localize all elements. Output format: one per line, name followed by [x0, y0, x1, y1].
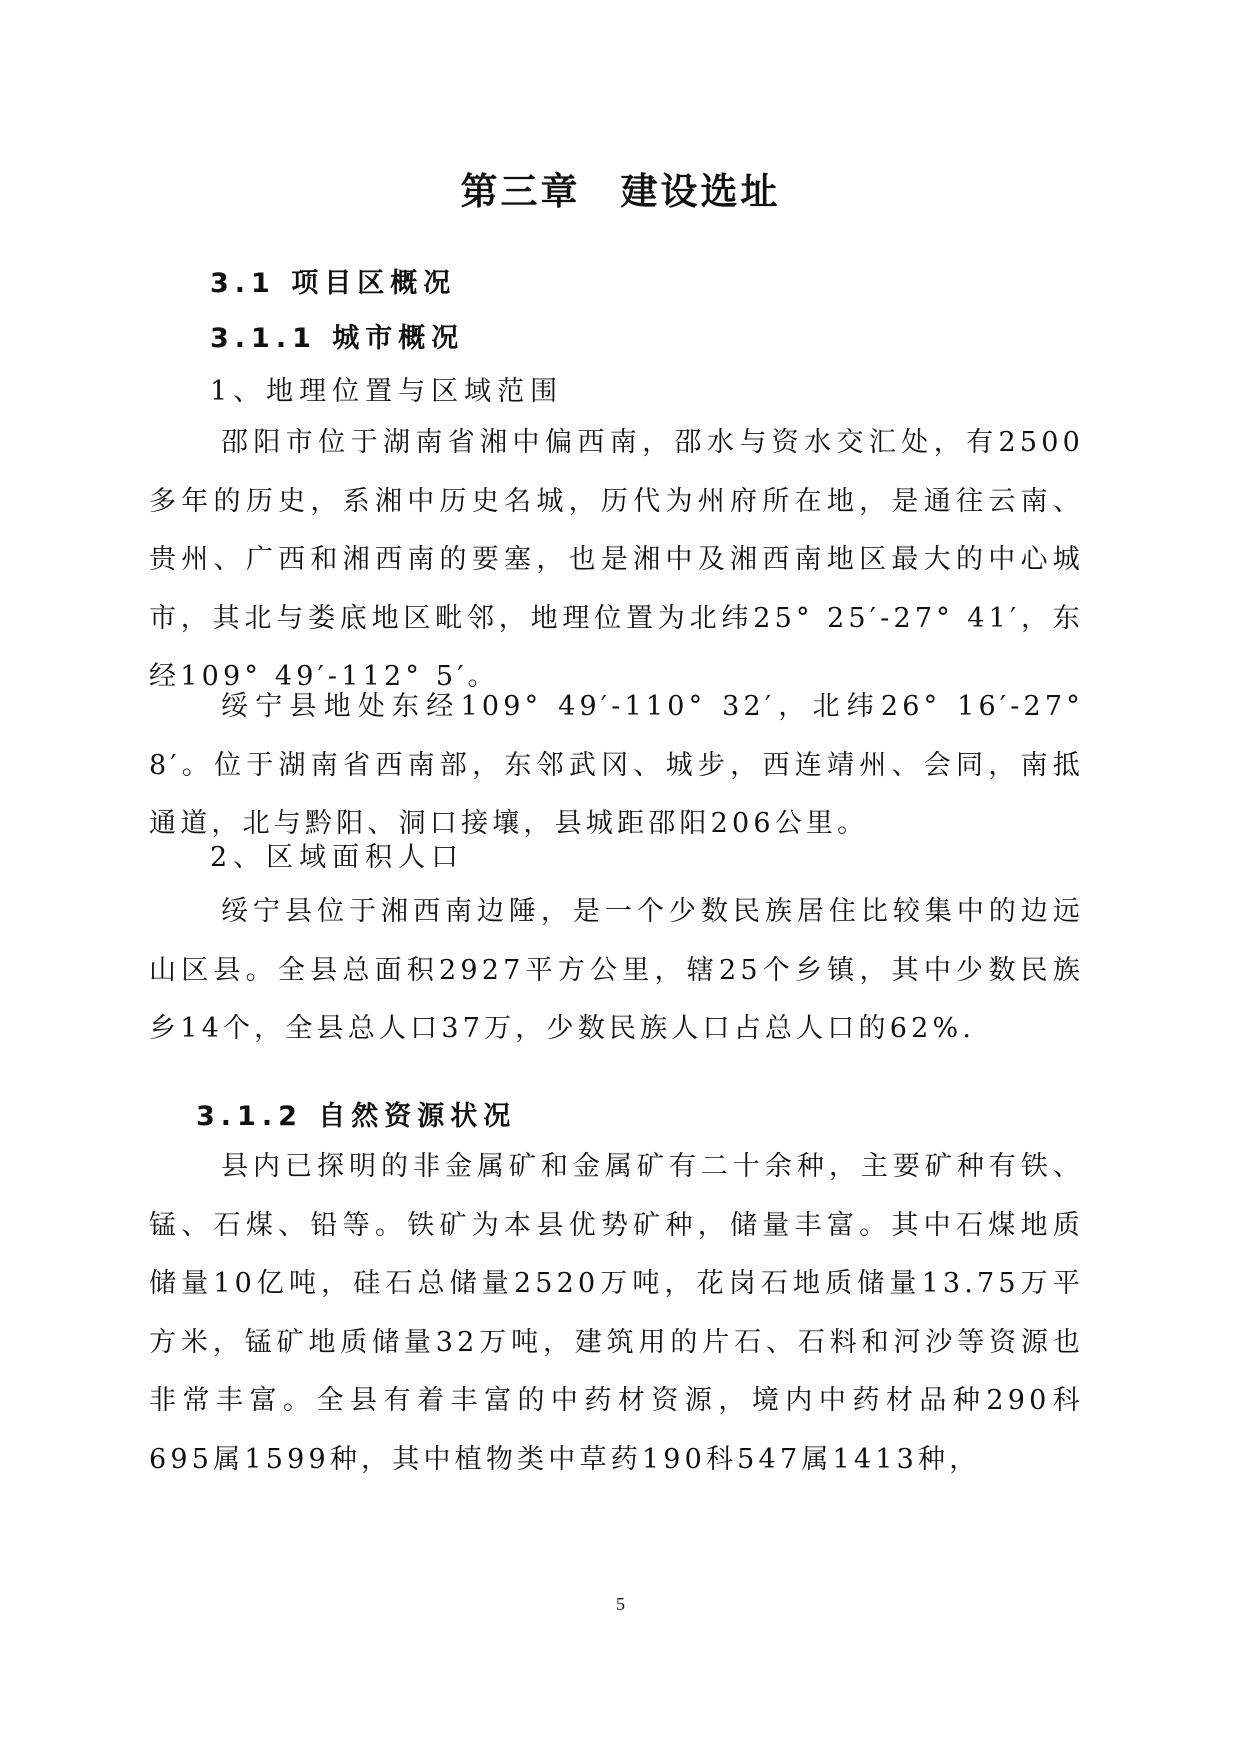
item-heading-location: 1、地理位置与区域范围 [210, 376, 564, 407]
paragraph-shaoyang-location: 邵阳市位于湖南省湘中偏西南，邵水与资水交汇处，有2500多年的历史，系湘中历史名城，历代为州府所在地，是通往云南、贵州、广西和湘西南的要塞，也是湘中及湘西南地区最大的中心城市，其北与娄底地区毗邻，地理位置为北纬25° 25′-27° 41′，东经109° 49′-112° 5′。 [149, 427, 1084, 692]
paragraph-suining-location: 绥宁县地处东经109° 49′-110° 32′，北纬26° 16′-27° 8′。位于湖南省西南部，东邻武冈、城步，西连靖州、会同，南抵通道，北与黔阳、洞口接壤，县城距邵阳206公里。 [149, 691, 1084, 839]
paragraph-area-population: 绥宁县位于湘西南边陲，是一个少数民族居住比较集中的边远山区县。全县总面积2927平方公里，辖25个乡镇，其中少数民族乡14个，全县总人口37万，少数民族人口占总人口的62%. [149, 896, 1084, 1044]
section-heading-3-1: 3.1 项目区概况 [210, 268, 457, 299]
section-heading-3-1-2: 3.1.2 自然资源状况 [196, 1101, 517, 1132]
section-heading-3-1-1: 3.1.1 城市概况 [210, 323, 465, 354]
paragraph-natural-resources: 县内已探明的非金属矿和金属矿有二十余种，主要矿种有铁、锰、石煤、铅等。铁矿为本县优势矿种，储量丰富。其中石煤地质储量10亿吨，硅石总储量2520万吨，花岗石地质储量13.75万平方米，锰矿地质储量32万吨，建筑用的片石、石料和河沙等资源也非常丰富。全县有着丰富的中药材资源，境内中药材品种290科695属1599种，其中植物类中草药190科547属1413种， [149, 1151, 1084, 1475]
chapter-title: 第三章 建设选址 [460, 170, 781, 213]
page-number: 5 [616, 1594, 625, 1614]
item-heading-area-population: 2、区域面积人口 [210, 842, 465, 873]
